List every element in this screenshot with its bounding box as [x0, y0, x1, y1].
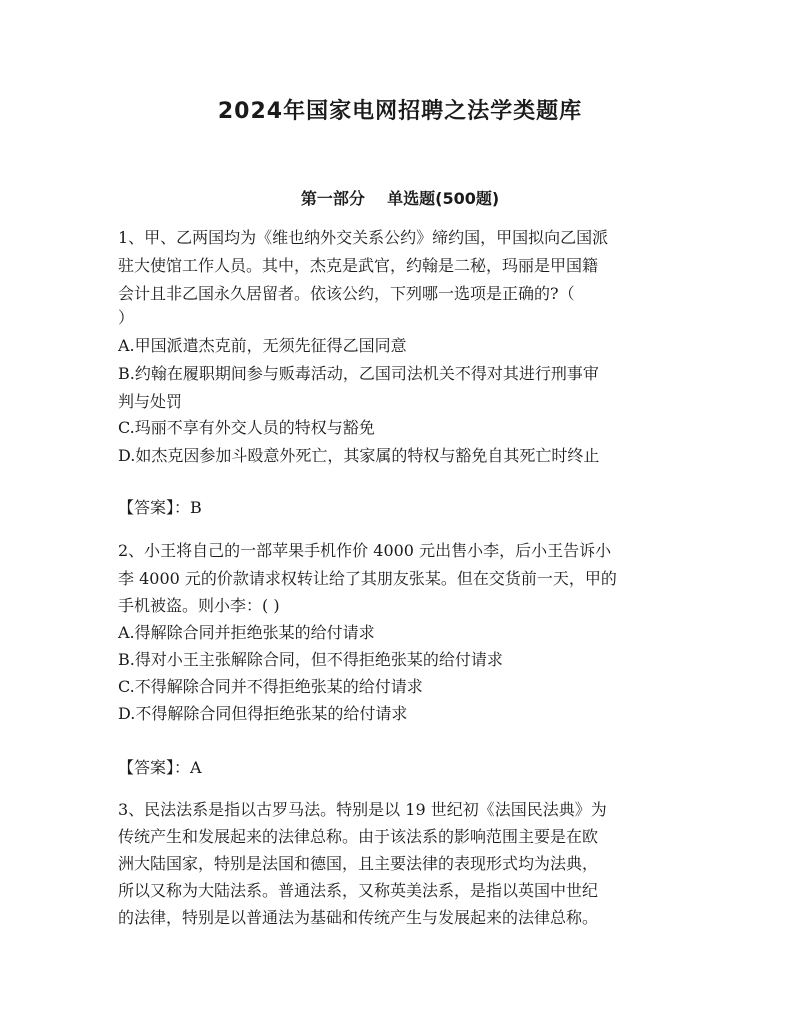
section-heading: 第一部分 单选题(500题)	[300, 189, 500, 208]
q3-stem-line: 传统产生和发展起来的法律总称。由于该法系的影响范围主要是在欧	[118, 827, 599, 846]
q1-option-b-cont: 判与处罚	[118, 392, 183, 411]
q3-stem-line: 3、民法法系是指以古罗马法。特别是以 19 世纪初《法国民法典》为	[118, 800, 607, 819]
q1-stem-line: 会计且非乙国永久居留者。依该公约，下列哪一选项是正确的?（	[118, 284, 575, 303]
q3-stem-line: 的法律，特别是以普通法为基础和传统产生与发展起来的法律总称。	[118, 908, 599, 927]
q3-stem-line: 所以又称为大陆法系。普通法系，又称英美法系，是指以英国中世纪	[118, 881, 599, 900]
q1-option-c: C.玛丽不享有外交人员的特权与豁免	[118, 418, 375, 437]
q1-stem-line: ）	[118, 308, 135, 327]
q2-stem-line: 李 4000 元的价款请求权转让给了其朋友张某。但在交货前一天，甲的	[118, 569, 617, 588]
q2-option-d: D.不得解除合同但得拒绝张某的给付请求	[118, 704, 408, 723]
q2-stem-line: 手机被盗。则小李：( )	[118, 596, 280, 615]
q2-answer: 【答案】：A	[118, 758, 202, 777]
document-title: 2024年国家电网招聘之法学类题库	[217, 99, 583, 124]
q2-stem-line: 2、小王将自己的一部苹果手机作价 4000 元出售小李，后小王告诉小	[118, 541, 612, 560]
q2-option-b: B.得对小王主张解除合同，但不得拒绝张某的给付请求	[118, 650, 503, 669]
q2-option-c: C.不得解除合同并不得拒绝张某的给付请求	[118, 677, 423, 696]
q1-stem-line: 驻大使馆工作人员。其中，杰克是武官，约翰是二秘，玛丽是甲国籍	[118, 256, 599, 275]
q1-option-b: B.约翰在履职期间参与贩毒活动，乙国司法机关不得对其进行刑事审	[118, 364, 599, 383]
q1-answer: 【答案】：B	[118, 498, 202, 517]
q1-option-a: A.甲国派遣杰克前，无须先征得乙国同意	[118, 336, 407, 355]
q1-option-d: D.如杰克因参加斗殴意外死亡，其家属的特权与豁免自其死亡时终止	[118, 446, 600, 465]
q1-stem-line: 1、甲、乙两国均为《维也纳外交关系公约》缔约国，甲国拟向乙国派	[118, 228, 609, 247]
q3-stem-line: 洲大陆国家，特别是法国和德国，且主要法律的表现形式均为法典，	[118, 854, 599, 873]
q2-option-a: A.得解除合同并拒绝张某的给付请求	[118, 623, 375, 642]
